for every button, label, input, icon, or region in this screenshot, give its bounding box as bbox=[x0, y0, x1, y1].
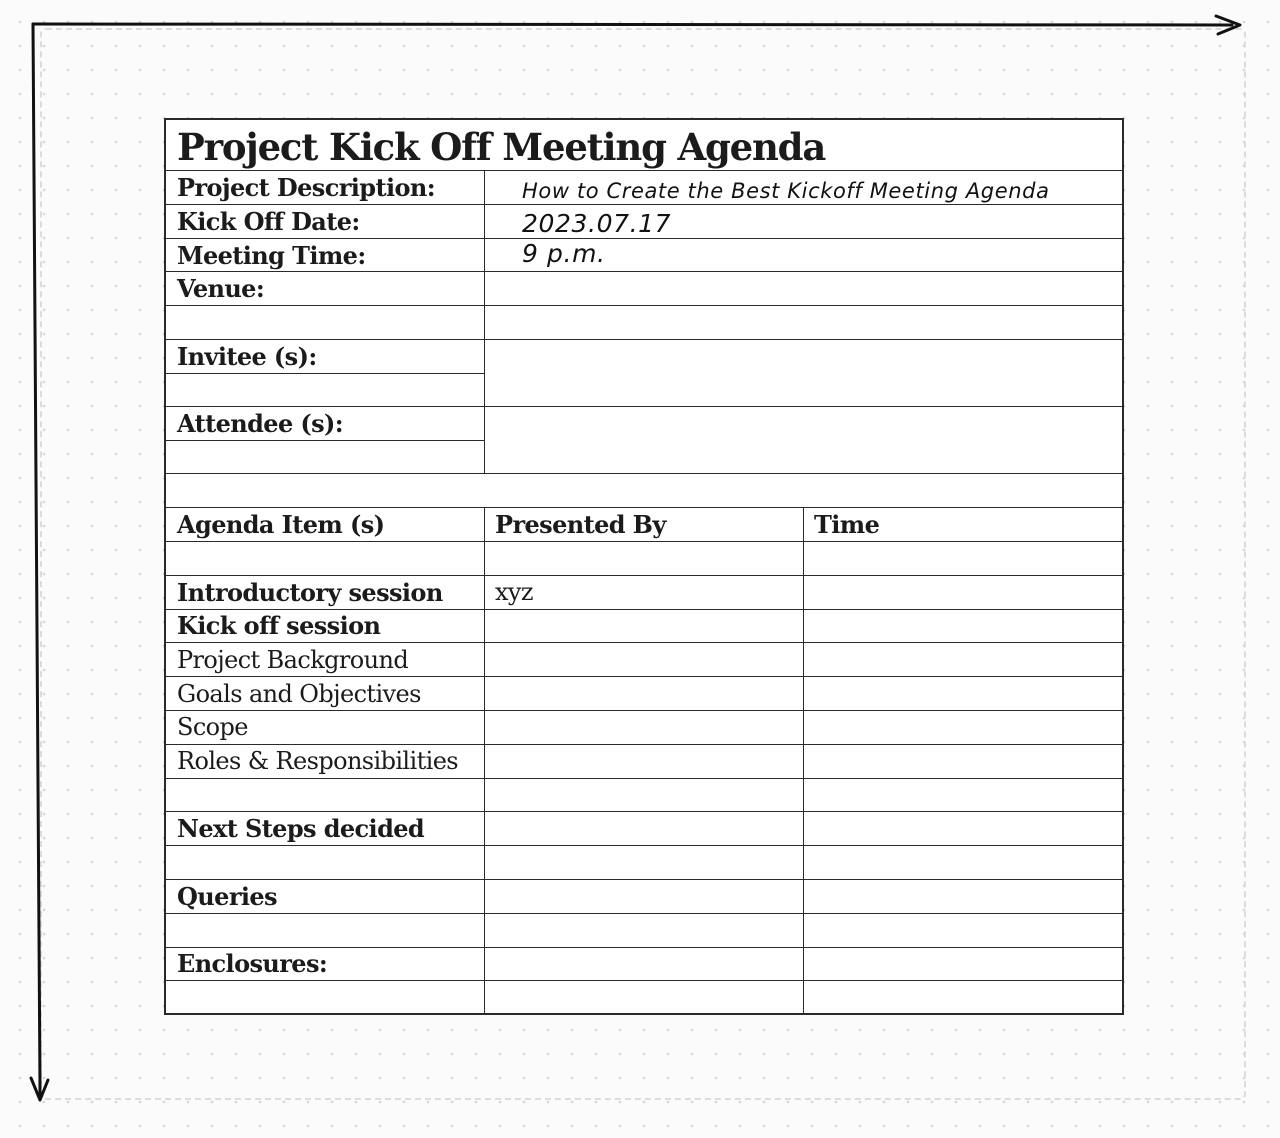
spacer-row bbox=[166, 474, 1124, 508]
time-cell bbox=[803, 880, 1124, 914]
time-cell bbox=[803, 981, 1124, 1015]
meeting-time-label: Meeting Time: bbox=[166, 239, 484, 272]
time-cell bbox=[803, 576, 1124, 610]
column-divider bbox=[803, 508, 804, 1015]
presented-by-cell bbox=[484, 643, 803, 677]
spacer-row bbox=[166, 306, 1124, 340]
presented-by-header: Presented By bbox=[484, 508, 803, 542]
agenda-item-cell: Scope bbox=[166, 711, 484, 745]
agenda-item-cell: Queries bbox=[166, 880, 484, 914]
project-description-label: Project Description: bbox=[166, 171, 484, 205]
agenda-item-header: Agenda Item (s) bbox=[166, 508, 484, 542]
agenda-item-cell bbox=[166, 542, 484, 576]
time-cell bbox=[803, 677, 1124, 711]
venue-value bbox=[484, 272, 1124, 306]
time-cell bbox=[803, 745, 1124, 779]
vertical-arrow-line bbox=[33, 24, 40, 1098]
project-description-value: How to Create the Best Kickoff Meeting Agenda bbox=[484, 171, 1124, 205]
attendees-blank-row bbox=[166, 441, 484, 474]
time-cell bbox=[803, 711, 1124, 745]
invitees-blank-row bbox=[166, 374, 484, 407]
time-header: Time bbox=[803, 508, 1124, 542]
invitees-value bbox=[484, 340, 1124, 407]
kick-off-date-label: Kick Off Date: bbox=[166, 205, 484, 239]
horizontal-arrow-line bbox=[33, 24, 1232, 25]
time-cell bbox=[803, 779, 1124, 813]
agenda-item-cell: Roles & Responsibilities bbox=[166, 745, 484, 779]
time-cell bbox=[803, 542, 1124, 576]
presented-by-cell bbox=[484, 981, 803, 1015]
presented-by-cell bbox=[484, 610, 803, 644]
attendees-label: Attendee (s): bbox=[166, 407, 484, 441]
presented-by-cell bbox=[484, 846, 803, 880]
venue-label: Venue: bbox=[166, 272, 484, 306]
time-cell bbox=[803, 914, 1124, 948]
column-divider bbox=[484, 171, 485, 474]
time-cell bbox=[803, 948, 1124, 982]
time-cell bbox=[803, 610, 1124, 644]
presented-by-cell bbox=[484, 542, 803, 576]
time-cell bbox=[803, 643, 1124, 677]
page-title: Project Kick Off Meeting Agenda bbox=[166, 120, 1124, 171]
agenda-item-cell: Project Background bbox=[166, 643, 484, 677]
presented-by-cell bbox=[484, 948, 803, 982]
presented-by-cell bbox=[484, 880, 803, 914]
presented-by-cell bbox=[484, 711, 803, 745]
agenda-item-cell bbox=[166, 914, 484, 948]
presented-by-cell bbox=[484, 745, 803, 779]
meeting-time-value: 9 p.m. bbox=[484, 239, 1124, 272]
agenda-item-cell: Introductory session bbox=[166, 576, 484, 610]
agenda-item-cell: Next Steps decided bbox=[166, 812, 484, 846]
agenda-item-cell bbox=[166, 981, 484, 1015]
kick-off-date-value: 2023.07.17 bbox=[484, 205, 1124, 239]
agenda-item-cell: Enclosures: bbox=[166, 948, 484, 982]
agenda-item-cell bbox=[166, 846, 484, 880]
presented-by-cell bbox=[484, 677, 803, 711]
presented-by-cell bbox=[484, 914, 803, 948]
agenda-item-cell: Kick off session bbox=[166, 610, 484, 644]
agenda-item-cell: Goals and Objectives bbox=[166, 677, 484, 711]
column-divider bbox=[484, 508, 485, 1015]
time-cell bbox=[803, 812, 1124, 846]
presented-by-cell bbox=[484, 812, 803, 846]
agenda-document bbox=[164, 118, 1124, 1015]
time-cell bbox=[803, 846, 1124, 880]
presented-by-cell: xyz bbox=[484, 576, 803, 610]
attendees-value bbox=[484, 407, 1124, 474]
invitees-label: Invitee (s): bbox=[166, 340, 484, 374]
presented-by-cell bbox=[484, 779, 803, 813]
agenda-item-cell bbox=[166, 779, 484, 813]
